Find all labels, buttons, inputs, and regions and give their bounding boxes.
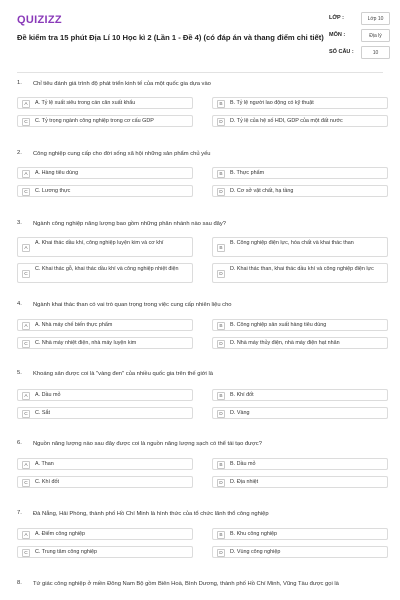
option-text: D. Nhà máy thủy điện, nhà máy điện hạt nhân xyxy=(230,340,340,346)
question-text: Chỉ tiêu đánh giá trình độ phát triển kinh tế của một quốc gia dựa vào xyxy=(33,81,211,87)
option-letter-badge: B xyxy=(217,461,225,469)
option-letter-badge: A xyxy=(22,244,30,252)
answer-option-c[interactable] xyxy=(17,546,193,558)
option-text: A. Than xyxy=(35,461,54,467)
answer-option-a[interactable] xyxy=(17,97,193,109)
meta-question-count-value: 10 xyxy=(361,46,390,59)
option-letter-badge: D xyxy=(217,270,225,278)
meta-class-value: Lớp 10 xyxy=(361,12,390,25)
answer-option-d[interactable] xyxy=(212,337,388,349)
option-letter-badge: A xyxy=(22,322,30,330)
answer-option-d[interactable] xyxy=(212,407,388,419)
option-letter-badge: C xyxy=(22,479,30,487)
option-letter-badge: D xyxy=(217,340,225,348)
option-text: D. Địa nhiệt xyxy=(230,479,259,485)
question-number: 7. xyxy=(17,510,22,516)
answer-option-d[interactable] xyxy=(212,115,388,127)
question-number: 1. xyxy=(17,80,22,86)
option-text: B. Công nghiệp sản xuất hàng tiêu dùng xyxy=(230,322,327,328)
option-text: B. Tỷ lệ người lao động có kỹ thuật xyxy=(230,100,314,106)
option-letter-badge: B xyxy=(217,392,225,400)
option-text: C. Tỷ trọng ngành công nghiệp trong cơ cấu GDP xyxy=(35,118,154,124)
option-letter-badge: A xyxy=(22,461,30,469)
option-text: B. Khu công nghiệp xyxy=(230,531,278,537)
meta-class xyxy=(329,12,389,27)
header-divider xyxy=(17,72,383,73)
option-letter-badge: D xyxy=(217,118,225,126)
question-number: 2. xyxy=(17,150,22,156)
option-text: A. Dầu mỏ xyxy=(35,392,61,398)
answer-option-b[interactable] xyxy=(212,389,388,401)
question-number: 8. xyxy=(17,580,22,586)
answer-option-a[interactable] xyxy=(17,389,193,401)
answer-option-b[interactable] xyxy=(212,167,388,179)
option-text: D. Vùng công nghiệp xyxy=(230,549,281,555)
option-letter-badge: D xyxy=(217,479,225,487)
document-header xyxy=(0,0,400,72)
answer-option-c[interactable] xyxy=(17,476,193,488)
answer-option-b[interactable] xyxy=(212,237,388,257)
option-text: A. Điểm công nghiệp xyxy=(35,531,86,537)
option-letter-badge: C xyxy=(22,549,30,557)
option-letter-badge: D xyxy=(217,188,225,196)
option-letter-badge: C xyxy=(22,118,30,126)
meta-class-label: LỚP : xyxy=(329,15,344,21)
question-text: Ngành khai thác than có vai trò quan trọng trong việc cung cấp nhiên liệu cho xyxy=(33,302,232,308)
answer-option-a[interactable] xyxy=(17,237,193,257)
option-text: B. Thực phẩm xyxy=(230,170,265,176)
option-text: A. Nhà máy chế biến thực phẩm xyxy=(35,322,113,328)
option-letter-badge: B xyxy=(217,531,225,539)
answer-option-b[interactable] xyxy=(212,97,388,109)
option-letter-badge: B xyxy=(217,244,225,252)
question-number: 4. xyxy=(17,301,22,307)
question-number: 6. xyxy=(17,440,22,446)
question-number: 3. xyxy=(17,220,22,226)
answer-option-a[interactable] xyxy=(17,167,193,179)
option-letter-badge: D xyxy=(217,410,225,418)
option-text: A. Tỷ lệ xuất siêu trong cán cân xuất khẩu xyxy=(35,100,136,106)
option-letter-badge: B xyxy=(217,170,225,178)
question-text: Nguồn năng lượng nào sau đây được coi là nguồn năng lượng sạch có thể tái tạo được? xyxy=(33,441,262,447)
option-letter-badge: B xyxy=(217,322,225,330)
page-title: Đề kiểm tra 15 phút Địa Lí 10 Học kì 2 (Lần 1 - Đề 4) (có đáp án và thang điểm chi tiết) xyxy=(17,33,324,42)
option-text: C. Khí đốt xyxy=(35,479,59,485)
option-letter-badge: A xyxy=(22,100,30,108)
answer-option-d[interactable] xyxy=(212,476,388,488)
option-text: C. Nhà máy nhiệt điện, nhà máy luyện kim xyxy=(35,340,137,346)
option-text: B. Khí đốt xyxy=(230,392,254,398)
answer-option-c[interactable] xyxy=(17,185,193,197)
answer-option-b[interactable] xyxy=(212,319,388,331)
meta-subject-value: Địa lý xyxy=(361,29,390,42)
answer-option-a[interactable] xyxy=(17,458,193,470)
quizizz-logo: QUIZIZZ xyxy=(17,14,62,26)
meta-question-count xyxy=(329,46,389,61)
option-letter-badge: C xyxy=(22,188,30,196)
answer-option-b[interactable] xyxy=(212,458,388,470)
answer-option-d[interactable] xyxy=(212,546,388,558)
answer-option-d[interactable] xyxy=(212,185,388,197)
question-number: 5. xyxy=(17,370,22,376)
question-text: Khoáng sản được coi là "vàng đen" của nhiều quốc gia trên thế giới là xyxy=(33,371,213,377)
meta-subject-label: MÔN : xyxy=(329,32,346,38)
option-text: C. Lương thực xyxy=(35,188,71,194)
meta-question-count-label: SỐ CÂU : xyxy=(329,49,354,55)
option-text: C. Trung tâm công nghiệp xyxy=(35,549,98,555)
question-text: Đà Nẵng, Hải Phòng, thành phố Hồ Chí Minh là hình thức của tổ chức lãnh thổ công nghiệp xyxy=(33,511,269,517)
question-text: Công nghiệp cung cấp cho đời sống xã hội những sản phẩm chủ yếu xyxy=(33,151,211,157)
meta-subject xyxy=(329,29,389,44)
option-letter-badge: C xyxy=(22,410,30,418)
answer-option-b[interactable] xyxy=(212,528,388,540)
answer-option-d[interactable] xyxy=(212,263,388,283)
option-text: C. Sắt xyxy=(35,410,50,416)
option-letter-badge: B xyxy=(217,100,225,108)
question-text: Ngành công nghiệp năng lượng bao gồm những phân nhánh nào sau đây? xyxy=(33,221,227,227)
option-letter-badge: A xyxy=(22,170,30,178)
option-text: A. Khai thác dầu khí, công nghiệp luyện kim và cơ khí xyxy=(35,240,164,246)
quiz-meta xyxy=(329,12,389,63)
option-text: D. Khai thác than, khai thác dầu khí và công nghiệp điện lực xyxy=(230,266,374,272)
option-text: B. Công nghiệp điện lực, hóa chất và khai thác than xyxy=(230,240,354,246)
option-letter-badge: A xyxy=(22,531,30,539)
option-text: D. Vàng xyxy=(230,410,250,416)
answer-option-c[interactable] xyxy=(17,263,193,283)
option-letter-badge: D xyxy=(217,549,225,557)
question-text: Tứ giác công nghiệp ở miền Đông Nam Bộ gồm Biên Hoà, Bình Dương, thành phố Hồ Chí Minh, Vũng Tàu được gọi là xyxy=(33,581,339,587)
option-text: B. Dầu mỏ xyxy=(230,461,256,467)
answer-option-c[interactable] xyxy=(17,337,193,349)
answer-option-a[interactable] xyxy=(17,319,193,331)
option-text: C. Khai thác gỗ, khai thác dầu khí và công nghiệp nhiệt điện xyxy=(35,266,179,272)
option-letter-badge: C xyxy=(22,340,30,348)
answer-option-a[interactable] xyxy=(17,528,193,540)
answer-option-c[interactable] xyxy=(17,115,193,127)
answer-option-c[interactable] xyxy=(17,407,193,419)
option-text: D. Cơ sở vật chất, hạ tầng xyxy=(230,188,294,194)
option-letter-badge: A xyxy=(22,392,30,400)
option-letter-badge: C xyxy=(22,270,30,278)
option-text: D. Tỷ lệ của hệ số HDI, GDP của một đất nước xyxy=(230,118,343,124)
option-text: A. Hàng tiêu dùng xyxy=(35,170,79,176)
